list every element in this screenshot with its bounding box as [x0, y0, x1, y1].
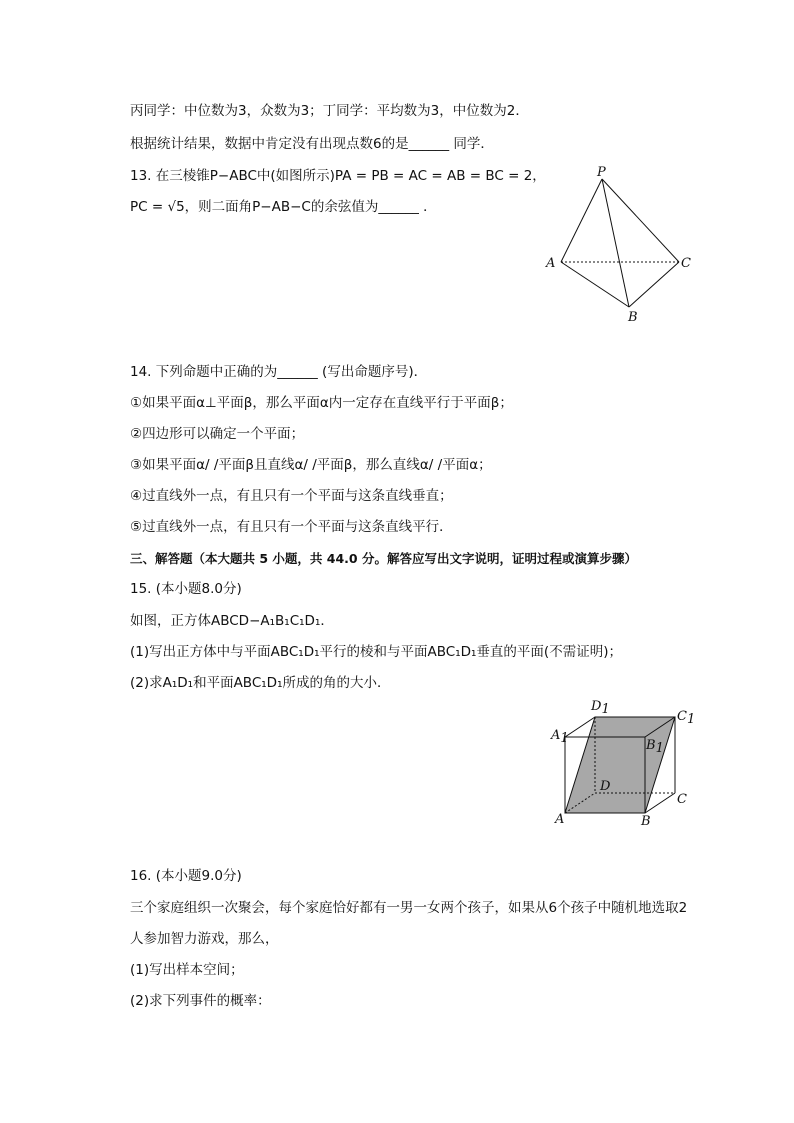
text-line: 丙同学：中位数为3，众数为3；丁同学：平均数为3，中位数为2．: [130, 103, 529, 119]
edge-pa: [561, 179, 602, 262]
edge-pc: [602, 179, 679, 262]
edge-pb: [602, 179, 629, 307]
proposition-3: ③如果平面α/ /平面β且直线α/ /平面β，那么直线α/ /平面α；: [130, 457, 492, 473]
proposition-2: ②四边形可以确定一个平面；: [130, 426, 305, 442]
label-c1: C1: [677, 709, 696, 727]
shaded-plane-abc1d1: [565, 717, 675, 813]
tetrahedron-figure: [540, 160, 700, 330]
problem-16-line: 人参加智力游戏，那么，: [130, 931, 279, 947]
text-line: 根据统计结果，数据中肯定没有出现点数6的是______ 同学．: [130, 136, 494, 152]
label-p: P: [597, 165, 606, 180]
problem-16-header: 16. (本小题9.0分): [130, 868, 242, 884]
label-b1: B1: [646, 738, 664, 756]
edge-bc: [629, 262, 679, 307]
proposition-5: ⑤过直线外一点，有且只有一个平面与这条直线平行．: [130, 519, 453, 535]
problem-13-line: PC = √5，则二面角P−AB−C的余弦值为______ ．: [130, 199, 437, 215]
problem-16-line: 三个家庭组织一次聚会，每个家庭恰好都有一男一女两个孩子，如果从6个孩子中随机地选取2: [130, 900, 688, 916]
problem-15-part-2: (2)求A₁D₁和平面ABC₁D₁所成的角的大小．: [130, 675, 391, 691]
problem-15-header: 15. (本小题8.0分): [130, 581, 242, 597]
problem-15-part-1: (1)写出正方体中与平面ABC₁D₁平行的棱和与平面ABC₁D₁垂直的平面(不需证明)；: [130, 644, 622, 660]
proposition-1: ①如果平面α⊥平面β，那么平面α内一定存在直线平行于平面β；: [130, 395, 513, 411]
proposition-4: ④过直线外一点，有且只有一个平面与这条直线垂直；: [130, 488, 453, 504]
label-c: C: [681, 256, 691, 271]
problem-13-line: 13. 在三棱锥P−ABC中(如图所示)PA = PB = AC = AB = BC = 2，: [130, 168, 546, 184]
label-a: A: [546, 256, 556, 271]
label-d1: D1: [591, 699, 610, 717]
label-a1: A1: [551, 728, 569, 746]
label-b: B: [641, 814, 651, 829]
edge-ab: [561, 262, 629, 307]
section-heading: 三、解答题（本大题共 5 小题，共 44.0 分。解答应写出文字说明，证明过程或演算步骤）: [130, 551, 637, 566]
cube-figure: [545, 695, 705, 835]
label-d: D: [600, 779, 611, 794]
label-c: C: [677, 792, 687, 807]
problem-16-part-1: (1)写出样本空间；: [130, 962, 244, 978]
problem-14-line: 14. 下列命题中正确的为______ (写出命题序号)．: [130, 364, 428, 380]
problem-15-line: 如图，正方体ABCD−A₁B₁C₁D₁．: [130, 613, 334, 629]
label-a: A: [555, 812, 565, 827]
problem-16-part-2: (2)求下列事件的概率：: [130, 993, 271, 1009]
label-b: B: [628, 310, 638, 325]
